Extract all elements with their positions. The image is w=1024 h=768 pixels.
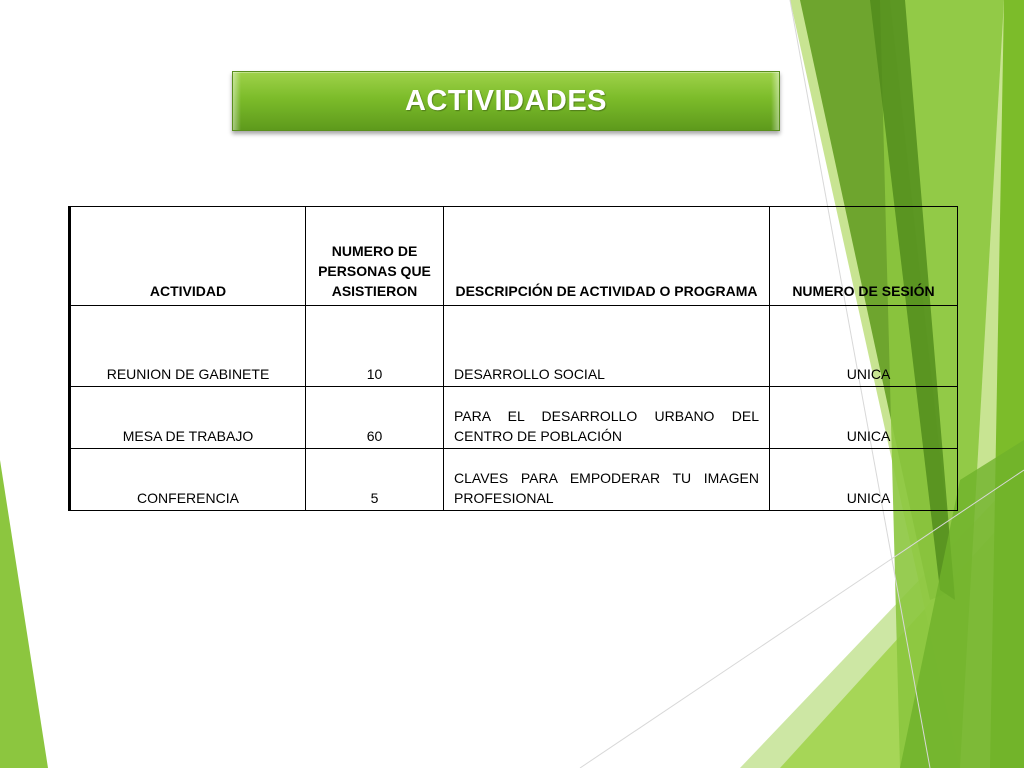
cell-descripcion: DESARROLLO SOCIAL — [444, 306, 770, 387]
header-sesion: NUMERO DE SESIÓN — [770, 207, 958, 306]
cell-personas: 5 — [306, 449, 444, 511]
cell-sesion: UNICA — [770, 387, 958, 449]
table-row — [70, 449, 958, 511]
cell-actividad: MESA DE TRABAJO — [70, 387, 306, 449]
table-row — [70, 306, 958, 387]
title-banner — [232, 71, 780, 131]
table-header-row — [70, 207, 958, 306]
page-title: ACTIVIDADES — [404, 84, 608, 117]
left-green-sliver — [0, 460, 48, 768]
header-descripcion: DESCRIPCIÓN DE ACTIVIDAD O PROGRAMA — [444, 207, 770, 306]
cell-actividad: REUNION DE GABINETE — [70, 306, 306, 387]
table-row — [70, 387, 958, 449]
cell-personas: 60 — [306, 387, 444, 449]
cell-descripcion: PARA EL DESARROLLO URBANO DEL CENTRO DE POBLACIÓN — [444, 387, 770, 449]
cell-sesion: UNICA — [770, 449, 958, 511]
header-actividad: ACTIVIDAD — [70, 207, 306, 306]
cell-sesion: UNICA — [770, 306, 958, 387]
cell-actividad: CONFERENCIA — [70, 449, 306, 511]
cell-personas: 10 — [306, 306, 444, 387]
header-personas: NUMERO DE PERSONAS QUE ASISTIERON — [306, 207, 444, 306]
cell-descripcion: CLAVES PARA EMPODERAR TU IMAGEN PROFESIONAL — [444, 449, 770, 511]
activities-table — [68, 206, 958, 511]
